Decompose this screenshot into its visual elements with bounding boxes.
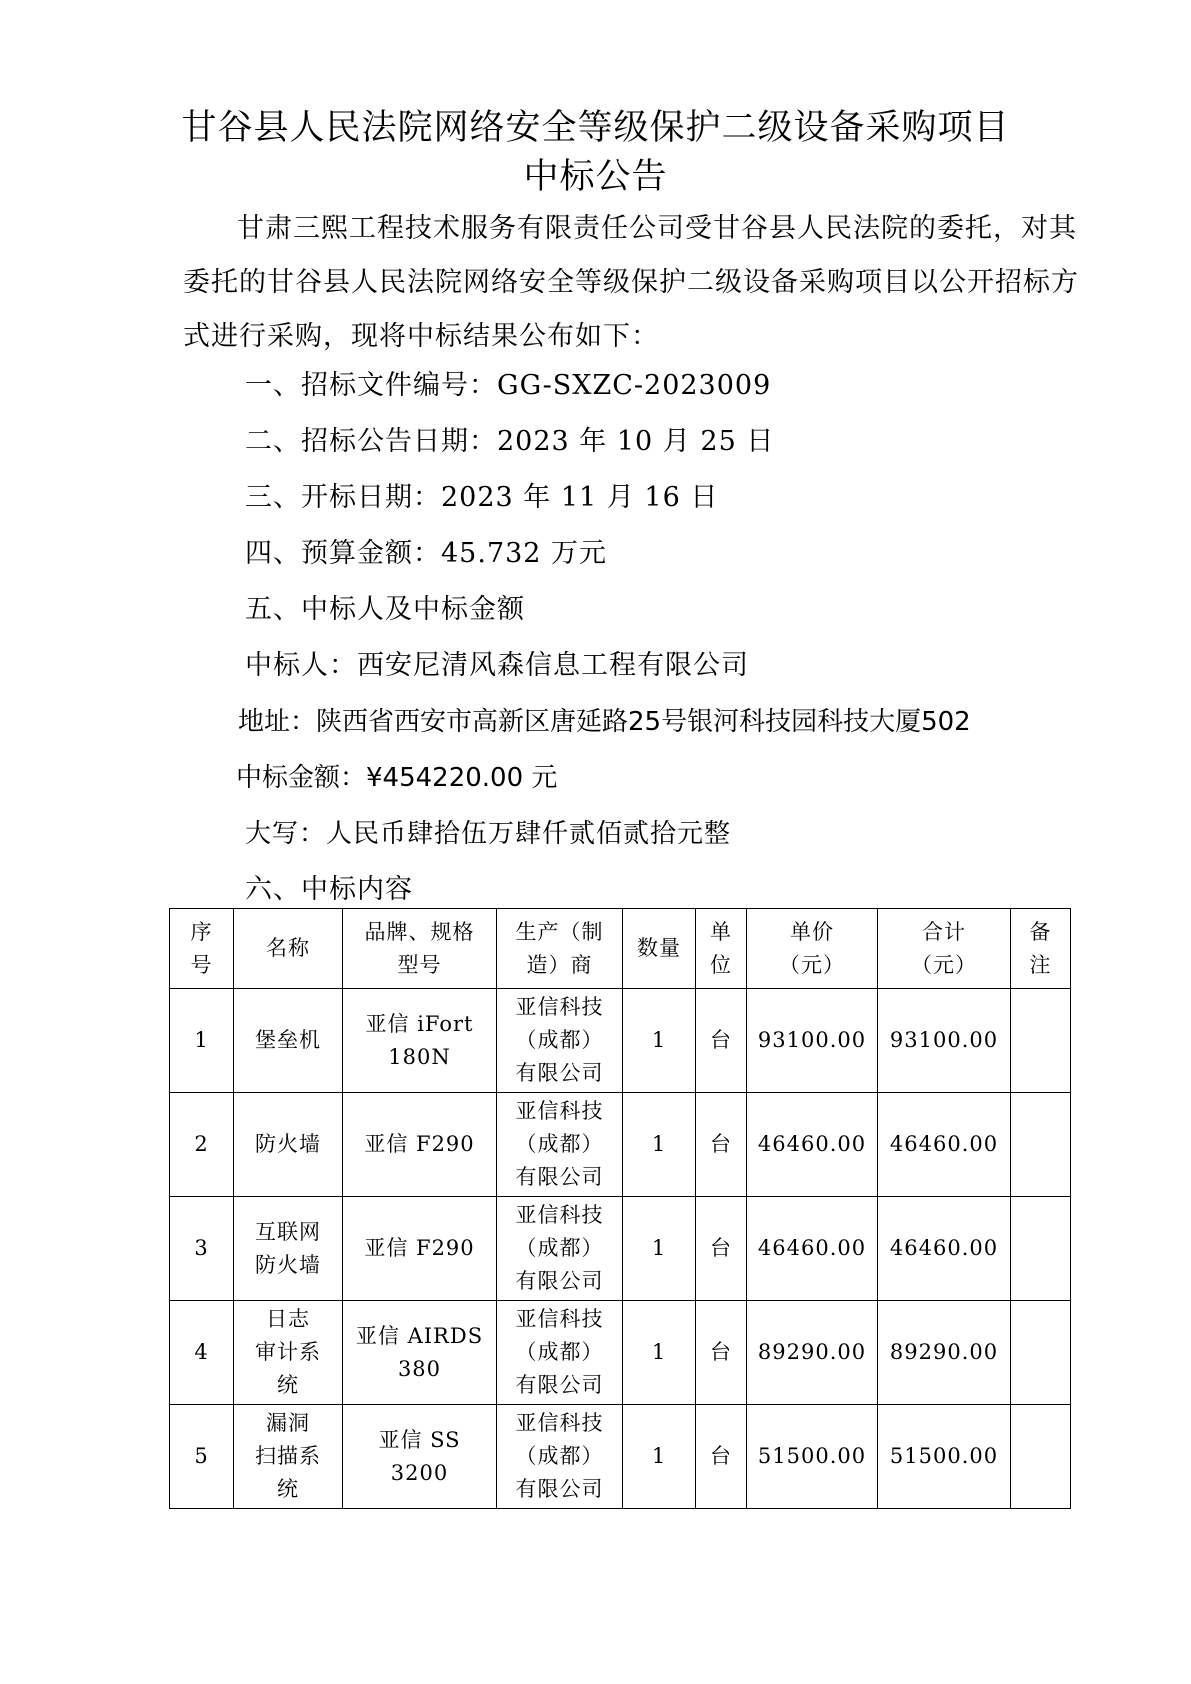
col-header-manufacturer: 生产（制 造）商 <box>497 909 623 989</box>
cell-total: 89290.00 <box>878 1301 1011 1405</box>
cell-index: 1 <box>170 989 234 1093</box>
cell-remark <box>1011 1405 1071 1509</box>
cell-brand-model: 亚信 AIRDS 380 <box>343 1301 497 1405</box>
col-header-total: 合计 （元） <box>878 909 1011 989</box>
cell-unit: 台 <box>696 1405 747 1509</box>
cell-remark <box>1011 1301 1071 1405</box>
cell-quantity: 1 <box>623 1093 696 1197</box>
col-header-remark: 备 注 <box>1011 909 1071 989</box>
table-row <box>170 1405 1071 1509</box>
cell-unit: 台 <box>696 1093 747 1197</box>
cell-unit: 台 <box>696 1197 747 1301</box>
intro-paragraph: 甘肃三熙工程技术服务有限责任公司受甘谷县人民法院的委托，对其委托的甘谷县人民法院网络安全等级保护二级设备采购项目以公开招标方式进行采购，现将中标结果公布如下： <box>183 213 1079 352</box>
address-line: 地址：陕西省西安市高新区唐延路25号银河科技园科技大厦502 <box>238 707 971 737</box>
table-row <box>170 1301 1071 1405</box>
award-amount-line: 中标金额：¥454220.00 元 <box>236 763 558 793</box>
notice-title: 甘谷县人民法院网络安全等级保护二级设备采购项目 <box>181 108 1010 148</box>
notice-subtitle: 中标公告 <box>523 157 668 197</box>
cell-quantity: 1 <box>623 989 696 1093</box>
cell-brand-model: 亚信 F290 <box>343 1197 497 1301</box>
col-header-index: 序 号 <box>170 909 234 989</box>
cell-remark <box>1011 989 1071 1093</box>
cell-quantity: 1 <box>623 1197 696 1301</box>
cell-index: 4 <box>170 1301 234 1405</box>
cell-brand-model: 亚信 F290 <box>343 1093 497 1197</box>
cell-unit-price: 46460.00 <box>747 1197 878 1301</box>
cell-name: 防火墙 <box>234 1093 343 1197</box>
cell-quantity: 1 <box>623 1405 696 1509</box>
winner-heading: 五、中标人及中标金额 <box>245 594 525 625</box>
cell-index: 5 <box>170 1405 234 1509</box>
open-date-line: 三、开标日期：2023 年 11 月 16 日 <box>245 482 719 513</box>
cell-remark <box>1011 1197 1071 1301</box>
award-items-table <box>169 908 1071 1509</box>
col-header-unit: 单 位 <box>696 909 747 989</box>
cell-unit-price: 46460.00 <box>747 1093 878 1197</box>
col-header-unit-price: 单价 （元） <box>747 909 878 989</box>
cell-unit: 台 <box>696 1301 747 1405</box>
table-row <box>170 989 1071 1093</box>
cell-remark <box>1011 1093 1071 1197</box>
cell-name: 漏洞 扫描系 统 <box>234 1405 343 1509</box>
cell-total: 46460.00 <box>878 1197 1011 1301</box>
cell-unit-price: 51500.00 <box>747 1405 878 1509</box>
cell-unit-price: 93100.00 <box>747 989 878 1093</box>
cell-name: 互联网 防火墙 <box>234 1197 343 1301</box>
cell-brand-model: 亚信 iFort 180N <box>343 989 497 1093</box>
table-header-row <box>170 909 1071 989</box>
table-row <box>170 1197 1071 1301</box>
amount-in-words-line: 大写：人民币肆拾伍万肆仟贰佰贰拾元整 <box>245 819 732 849</box>
budget-line: 四、预算金额：45.732 万元 <box>245 538 608 569</box>
notice-date-line: 二、招标公告日期：2023 年 10 月 25 日 <box>245 426 775 457</box>
cell-name: 堡垒机 <box>234 989 343 1093</box>
doc-number-line: 一、招标文件编号：GG-SXZC-2023009 <box>245 370 772 401</box>
cell-quantity: 1 <box>623 1301 696 1405</box>
cell-total: 51500.00 <box>878 1405 1011 1509</box>
cell-unit: 台 <box>696 989 747 1093</box>
col-header-name: 名称 <box>234 909 343 989</box>
cell-index: 3 <box>170 1197 234 1301</box>
cell-manufacturer: 亚信科技 （成都） 有限公司 <box>497 989 623 1093</box>
cell-name: 日志 审计系 统 <box>234 1301 343 1405</box>
cell-brand-model: 亚信 SS 3200 <box>343 1405 497 1509</box>
table-row <box>170 1093 1071 1197</box>
cell-total: 93100.00 <box>878 989 1011 1093</box>
cell-index: 2 <box>170 1093 234 1197</box>
col-header-brand-model: 品牌、规格 型号 <box>343 909 497 989</box>
content-heading: 六、中标内容 <box>245 874 413 905</box>
cell-unit-price: 89290.00 <box>747 1301 878 1405</box>
winner-line: 中标人：西安尼清风森信息工程有限公司 <box>245 650 749 681</box>
cell-manufacturer: 亚信科技 （成都） 有限公司 <box>497 1197 623 1301</box>
cell-total: 46460.00 <box>878 1093 1011 1197</box>
cell-manufacturer: 亚信科技 （成都） 有限公司 <box>497 1405 623 1509</box>
cell-manufacturer: 亚信科技 （成都） 有限公司 <box>497 1093 623 1197</box>
col-header-quantity: 数量 <box>623 909 696 989</box>
cell-manufacturer: 亚信科技 （成都） 有限公司 <box>497 1301 623 1405</box>
